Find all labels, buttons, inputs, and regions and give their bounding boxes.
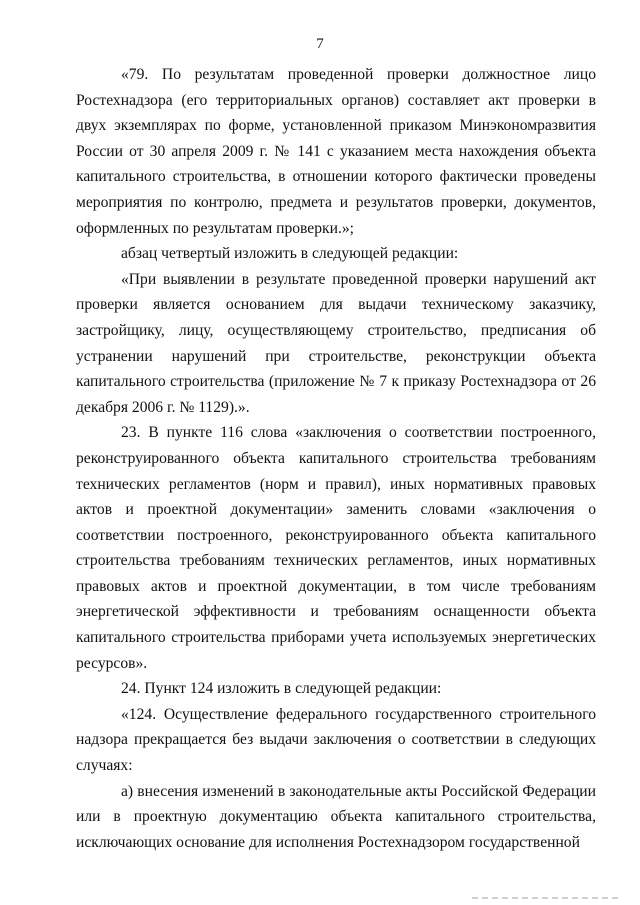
scan-artifact-mark — [472, 897, 622, 899]
paragraph-akt-proverki: «При выявлении в результате проведенной проверки нарушений акт проверки является основанием для выдачи техническому заказчику, застройщику, лицу, осуществляющему строительство, предписания об устранении нарушений при строительстве, реконструкции объекта капитального строительства (приложение № 7 к приказу Ростехнадзора от 26 декабря 2006 г. № 1129).». — [76, 270, 596, 416]
paragraph-item-23: 23. В пункте 116 слова «заключения о соответствии построенного, реконструированного объекта капитального строительства требованиям технических регламентов (норм и правил), иных нормативных правовых актов и проектной документации» заменить словами «заключения о соответствии построенного, реконструированного объекта капитального строительства требованиям технических регламентов, иных нормативных правовых актов и проектной документации, в том числе требованиям энергетической эффективности и требованиям оснащенности объекта капитального строительства приборами учета используемых энергетических ресурсов». — [76, 424, 596, 672]
paragraph-item-24: 24. Пункт 124 изложить в следующей редакции: — [121, 680, 442, 698]
paragraph-abzac-chetvertyi: абзац четвертый изложить в следующей редакции: — [121, 245, 459, 263]
paragraph-subitem-a: а) внесения изменений в законодательные акты Российской Федерации или в проектную документацию объекта капитального строительства, исключающих основание для исполнения Ростехнадзором государственной — [76, 782, 596, 851]
paragraph-item-124: «124. Осуществление федерального государственного строительного надзора прекращается без выдачи заключения о соответствии в следующих случаях: — [76, 705, 596, 775]
page-number: 7 — [316, 36, 324, 52]
document-body — [76, 62, 596, 855]
paragraph-item-79: «79. По результатам проведенной проверки должностное лицо Ростехнадзора (его территориальных органов) составляет акт проверки в двух экземплярах по форме, установленной приказом Минэкономразвития России от 30 апреля 2009 г. № 141 с указанием места нахождения объекта капитального строительства, в отношении которого фактически проведены мероприятия по контролю, предмета и результатов проверки, документов, оформленных по результатам проверки.»; — [76, 66, 596, 237]
